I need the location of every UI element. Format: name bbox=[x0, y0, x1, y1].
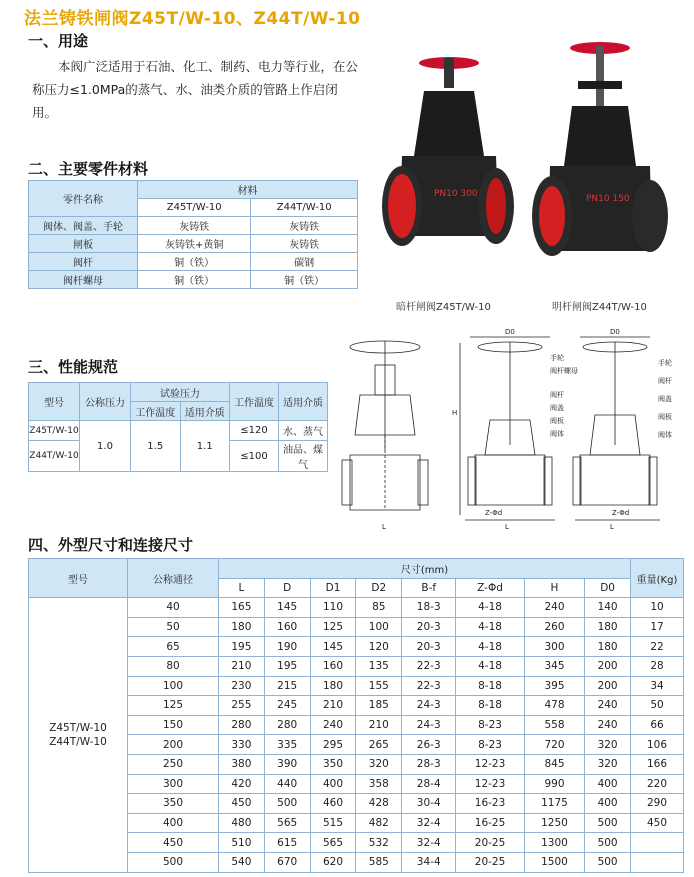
dim-value: 245 bbox=[264, 696, 310, 716]
dim-value: 478 bbox=[524, 696, 584, 716]
perf-media: 油品、煤气 bbox=[279, 441, 328, 472]
dim-weight: 22 bbox=[631, 637, 684, 657]
valve-photo-z45t bbox=[374, 36, 524, 296]
dim-value: 165 bbox=[219, 598, 265, 618]
drawing-part-4: 阀盖 bbox=[550, 404, 564, 412]
dim-value: 155 bbox=[356, 676, 402, 696]
materials-part: 阀杆螺母 bbox=[29, 271, 138, 289]
table-row bbox=[29, 794, 684, 814]
dim-value: 280 bbox=[219, 715, 265, 735]
dim-weight: 34 bbox=[631, 676, 684, 696]
dim-dn: 450 bbox=[128, 833, 219, 853]
drawing-rpart-5: 阀体 bbox=[658, 431, 672, 439]
dim-value: 4-18 bbox=[456, 598, 525, 618]
drawing-label-zphid: Z-Φd bbox=[485, 509, 503, 517]
dim-value: 295 bbox=[310, 735, 356, 755]
dim-dn: 300 bbox=[128, 774, 219, 794]
dim-value: 670 bbox=[264, 852, 310, 872]
dim-value: 195 bbox=[264, 656, 310, 676]
dim-value: 110 bbox=[310, 598, 356, 618]
dim-dn: 250 bbox=[128, 754, 219, 774]
dim-value: 22-3 bbox=[402, 676, 456, 696]
materials-b: 灰铸铁 bbox=[251, 217, 358, 235]
dim-dn: 150 bbox=[128, 715, 219, 735]
dim-value: 500 bbox=[585, 813, 631, 833]
dim-value: 28-3 bbox=[402, 754, 456, 774]
table-row bbox=[29, 833, 684, 853]
dim-value: 585 bbox=[356, 852, 402, 872]
materials-header-model-a: Z45T/W-10 bbox=[138, 199, 251, 217]
table-row bbox=[29, 421, 328, 441]
materials-b: 碳钢 bbox=[251, 253, 358, 271]
dim-value: 8-18 bbox=[456, 676, 525, 696]
dim-value: 145 bbox=[310, 637, 356, 657]
drawing-label-d0-right: D0 bbox=[610, 328, 620, 336]
dim-header-weight: 重量(Kg) bbox=[631, 559, 684, 598]
dim-value: 230 bbox=[219, 676, 265, 696]
photo-caption-z45t: 暗杆闸阀Z45T/W-10 bbox=[396, 302, 491, 313]
perf-model: Z45T/W-10 bbox=[29, 421, 80, 441]
dim-value: 180 bbox=[219, 617, 265, 637]
performance-table bbox=[28, 382, 328, 472]
dimensions-table bbox=[28, 558, 684, 873]
dim-value: 12-23 bbox=[456, 754, 525, 774]
dim-weight: 450 bbox=[631, 813, 684, 833]
dim-model-cell bbox=[29, 598, 128, 872]
drawing-rpart-4: 阀板 bbox=[658, 413, 672, 421]
dim-value: 565 bbox=[310, 833, 356, 853]
perf-model: Z44T/W-10 bbox=[29, 441, 80, 472]
dim-value: 400 bbox=[310, 774, 356, 794]
dim-dn: 50 bbox=[128, 617, 219, 637]
dim-value: 20-25 bbox=[456, 852, 525, 872]
table-row bbox=[29, 774, 684, 794]
dim-value: 558 bbox=[524, 715, 584, 735]
dim-value: 120 bbox=[356, 637, 402, 657]
dim-value: 30-4 bbox=[402, 794, 456, 814]
section-usage-heading: 一、用途 bbox=[28, 32, 89, 50]
dim-value: 482 bbox=[356, 813, 402, 833]
dim-value: 1300 bbox=[524, 833, 584, 853]
dim-col-header: D1 bbox=[310, 578, 356, 598]
dim-value: 26-3 bbox=[402, 735, 456, 755]
table-row bbox=[29, 735, 684, 755]
dim-value: 380 bbox=[219, 754, 265, 774]
dim-weight: 290 bbox=[631, 794, 684, 814]
drawing-label-l-left: L bbox=[382, 523, 386, 531]
dim-value: 85 bbox=[356, 598, 402, 618]
dim-value: 160 bbox=[264, 617, 310, 637]
materials-part: 阀杆 bbox=[29, 253, 138, 271]
dim-col-header: H bbox=[524, 578, 584, 598]
table-row bbox=[29, 715, 684, 735]
dim-dn: 80 bbox=[128, 656, 219, 676]
dim-value: 565 bbox=[264, 813, 310, 833]
dim-header-model: 型号 bbox=[29, 559, 128, 598]
dim-value: 180 bbox=[585, 617, 631, 637]
table-row bbox=[29, 852, 684, 872]
drawing-rpart-2: 阀杆 bbox=[658, 377, 672, 385]
dim-value: 420 bbox=[219, 774, 265, 794]
dim-weight: 220 bbox=[631, 774, 684, 794]
drawing-label-l-right: L bbox=[610, 523, 614, 531]
dim-value: 16-25 bbox=[456, 813, 525, 833]
dim-dn: 400 bbox=[128, 813, 219, 833]
dim-value: 34-4 bbox=[402, 852, 456, 872]
perf-header-test-appl: 适用介质 bbox=[180, 402, 230, 421]
dim-weight: 166 bbox=[631, 754, 684, 774]
dim-value: 500 bbox=[585, 852, 631, 872]
table-row bbox=[29, 754, 684, 774]
dim-value: 28-4 bbox=[402, 774, 456, 794]
dim-value: 100 bbox=[356, 617, 402, 637]
photo-caption-z44t: 明杆闸阀Z44T/W-10 bbox=[552, 302, 647, 313]
photo-right-body-text: PN10 150 bbox=[586, 194, 630, 204]
perf-media: 水、蒸气 bbox=[279, 421, 328, 441]
dim-value: 1250 bbox=[524, 813, 584, 833]
dim-col-header: B-f bbox=[402, 578, 456, 598]
perf-header-test: 试验压力 bbox=[131, 383, 230, 402]
dim-dn: 350 bbox=[128, 794, 219, 814]
usage-paragraph: 本阀广泛适用于石油、化工、制药、电力等行业，在公称压力≤1.0MPa的蒸气、水、油类介质的管路上作启闭用。 bbox=[32, 59, 359, 120]
drawing-rpart-3: 阀盖 bbox=[658, 395, 672, 403]
dim-value: 125 bbox=[310, 617, 356, 637]
dim-value: 1500 bbox=[524, 852, 584, 872]
table-row bbox=[29, 676, 684, 696]
dim-value: 845 bbox=[524, 754, 584, 774]
dim-value: 320 bbox=[585, 754, 631, 774]
dim-value: 400 bbox=[585, 774, 631, 794]
dim-value: 240 bbox=[524, 598, 584, 618]
dim-weight: 50 bbox=[631, 696, 684, 716]
drawing-label-l: L bbox=[505, 523, 509, 531]
dim-value: 460 bbox=[310, 794, 356, 814]
perf-header-test-work: 工作温度 bbox=[131, 402, 181, 421]
dim-value: 200 bbox=[585, 676, 631, 696]
dim-value: 32-4 bbox=[402, 833, 456, 853]
materials-table bbox=[28, 180, 358, 289]
section-dimensions-heading: 四、外型尺寸和连接尺寸 bbox=[28, 536, 194, 554]
dim-value: 400 bbox=[585, 794, 631, 814]
dim-value: 1175 bbox=[524, 794, 584, 814]
dim-weight: 17 bbox=[631, 617, 684, 637]
dim-value: 135 bbox=[356, 656, 402, 676]
table-row bbox=[29, 271, 358, 289]
materials-b: 铜（铁） bbox=[251, 271, 358, 289]
table-row bbox=[29, 217, 358, 235]
dim-value: 240 bbox=[585, 715, 631, 735]
dim-value: 990 bbox=[524, 774, 584, 794]
dim-value: 240 bbox=[310, 715, 356, 735]
dim-weight bbox=[631, 852, 684, 872]
dim-value: 240 bbox=[585, 696, 631, 716]
dim-value: 210 bbox=[310, 696, 356, 716]
section-performance-heading: 三、性能规范 bbox=[28, 358, 119, 376]
table-row bbox=[29, 617, 684, 637]
dim-value: 255 bbox=[219, 696, 265, 716]
dim-value: 280 bbox=[264, 715, 310, 735]
dim-value: 190 bbox=[264, 637, 310, 657]
dim-value: 450 bbox=[219, 794, 265, 814]
dim-value: 20-3 bbox=[402, 617, 456, 637]
dim-value: 180 bbox=[585, 637, 631, 657]
dim-value: 320 bbox=[585, 735, 631, 755]
dim-weight: 28 bbox=[631, 656, 684, 676]
drawing-label-d0: D0 bbox=[505, 328, 515, 336]
materials-b: 灰铸铁 bbox=[251, 235, 358, 253]
table-row bbox=[29, 696, 684, 716]
table-row bbox=[29, 253, 358, 271]
dim-weight: 10 bbox=[631, 598, 684, 618]
dim-value: 300 bbox=[524, 637, 584, 657]
dim-value: 180 bbox=[310, 676, 356, 696]
dim-value: 265 bbox=[356, 735, 402, 755]
drawing-part-3: 阀杆 bbox=[550, 391, 564, 399]
drawing-part-2: 阀杆螺母 bbox=[550, 367, 578, 375]
table-row bbox=[29, 598, 684, 618]
materials-header-part: 零件名称 bbox=[29, 181, 138, 217]
dim-value: 22-3 bbox=[402, 656, 456, 676]
perf-header-temp: 工作温度 bbox=[230, 383, 279, 421]
materials-part: 闸板 bbox=[29, 235, 138, 253]
dim-dn: 100 bbox=[128, 676, 219, 696]
drawing-part-5: 阀板 bbox=[550, 417, 564, 425]
dim-value: 510 bbox=[219, 833, 265, 853]
dim-value: 18-3 bbox=[402, 598, 456, 618]
drawing-part-6: 阀体 bbox=[550, 430, 564, 438]
dim-value: 200 bbox=[585, 656, 631, 676]
dim-value: 440 bbox=[264, 774, 310, 794]
dim-value: 16-23 bbox=[456, 794, 525, 814]
materials-a: 铜（铁） bbox=[138, 253, 251, 271]
materials-a: 灰铸铁+黄铜 bbox=[138, 235, 251, 253]
materials-header-model-b: Z44T/W-10 bbox=[251, 199, 358, 217]
perf-pn: 1.0 bbox=[80, 421, 131, 472]
dim-value: 8-23 bbox=[456, 715, 525, 735]
dim-value: 140 bbox=[585, 598, 631, 618]
perf-header-pn: 公称压力 bbox=[80, 383, 131, 421]
dim-value: 350 bbox=[310, 754, 356, 774]
dim-value: 390 bbox=[264, 754, 310, 774]
dim-col-header: Z-Φd bbox=[456, 578, 525, 598]
dim-value: 330 bbox=[219, 735, 265, 755]
dim-value: 215 bbox=[264, 676, 310, 696]
dim-col-header: D0 bbox=[585, 578, 631, 598]
dim-value: 540 bbox=[219, 852, 265, 872]
dim-value: 145 bbox=[264, 598, 310, 618]
dim-value: 532 bbox=[356, 833, 402, 853]
perf-temp: ≤100 bbox=[230, 441, 279, 472]
dim-dn: 65 bbox=[128, 637, 219, 657]
dim-value: 20-3 bbox=[402, 637, 456, 657]
dim-value: 500 bbox=[264, 794, 310, 814]
table-row bbox=[29, 637, 684, 657]
dim-value: 320 bbox=[356, 754, 402, 774]
drawing-part-1: 手轮 bbox=[550, 354, 564, 362]
dim-weight: 66 bbox=[631, 715, 684, 735]
dim-value: 24-3 bbox=[402, 696, 456, 716]
dim-value: 12-23 bbox=[456, 774, 525, 794]
dim-value: 4-18 bbox=[456, 637, 525, 657]
dim-col-header: L bbox=[219, 578, 265, 598]
dim-col-header: D2 bbox=[356, 578, 402, 598]
dim-value: 395 bbox=[524, 676, 584, 696]
dim-model-b: Z44T/W-10 bbox=[49, 735, 107, 748]
valve-photo-z44t bbox=[528, 36, 678, 296]
dim-value: 335 bbox=[264, 735, 310, 755]
table-row bbox=[29, 813, 684, 833]
dim-value: 720 bbox=[524, 735, 584, 755]
dim-value: 24-3 bbox=[402, 715, 456, 735]
dim-dn: 500 bbox=[128, 852, 219, 872]
drawing-label-h: H bbox=[452, 409, 458, 417]
perf-header-model: 型号 bbox=[29, 383, 80, 421]
dim-header-dn: 公称通径 bbox=[128, 559, 219, 598]
dim-value: 210 bbox=[219, 656, 265, 676]
materials-part: 阀体、阀盖、手轮 bbox=[29, 217, 138, 235]
dim-value: 4-18 bbox=[456, 617, 525, 637]
table-row bbox=[29, 235, 358, 253]
section-materials-heading: 二、主要零件材料 bbox=[28, 160, 149, 178]
dim-value: 500 bbox=[585, 833, 631, 853]
dim-value: 345 bbox=[524, 656, 584, 676]
dim-value: 515 bbox=[310, 813, 356, 833]
table-row bbox=[29, 656, 684, 676]
dim-value: 8-18 bbox=[456, 696, 525, 716]
dim-dn: 40 bbox=[128, 598, 219, 618]
photo-left-body-text: PN10 300 bbox=[434, 189, 478, 199]
dim-weight bbox=[631, 833, 684, 853]
materials-a: 灰铸铁 bbox=[138, 217, 251, 235]
drawing-rpart-1: 手轮 bbox=[658, 359, 672, 367]
dim-value: 185 bbox=[356, 696, 402, 716]
dim-value: 428 bbox=[356, 794, 402, 814]
materials-a: 铜（铁） bbox=[138, 271, 251, 289]
perf-header-media: 适用介质 bbox=[279, 383, 328, 421]
dim-value: 4-18 bbox=[456, 656, 525, 676]
dim-header-size: 尺寸(mm) bbox=[219, 559, 631, 579]
dim-model-a: Z45T/W-10 bbox=[49, 721, 107, 734]
dim-value: 20-25 bbox=[456, 833, 525, 853]
dim-value: 210 bbox=[356, 715, 402, 735]
dim-dn: 125 bbox=[128, 696, 219, 716]
dim-value: 620 bbox=[310, 852, 356, 872]
page-title: 法兰铸铁闸阀Z45T/W-10、Z44T/W-10 bbox=[24, 9, 361, 29]
perf-temp: ≤120 bbox=[230, 421, 279, 441]
perf-test-appl: 1.1 bbox=[180, 421, 230, 472]
dim-value: 260 bbox=[524, 617, 584, 637]
dim-value: 358 bbox=[356, 774, 402, 794]
dim-value: 8-23 bbox=[456, 735, 525, 755]
dim-value: 195 bbox=[219, 637, 265, 657]
dim-weight: 106 bbox=[631, 735, 684, 755]
dim-value: 615 bbox=[264, 833, 310, 853]
perf-test-work: 1.5 bbox=[131, 421, 181, 472]
drawing-label-zphid-right: Z-Φd bbox=[612, 509, 630, 517]
dim-dn: 200 bbox=[128, 735, 219, 755]
dim-col-header: D bbox=[264, 578, 310, 598]
materials-header-material: 材料 bbox=[138, 181, 358, 199]
dim-value: 160 bbox=[310, 656, 356, 676]
dim-value: 480 bbox=[219, 813, 265, 833]
dim-value: 32-4 bbox=[402, 813, 456, 833]
valve-technical-drawings bbox=[340, 325, 690, 535]
